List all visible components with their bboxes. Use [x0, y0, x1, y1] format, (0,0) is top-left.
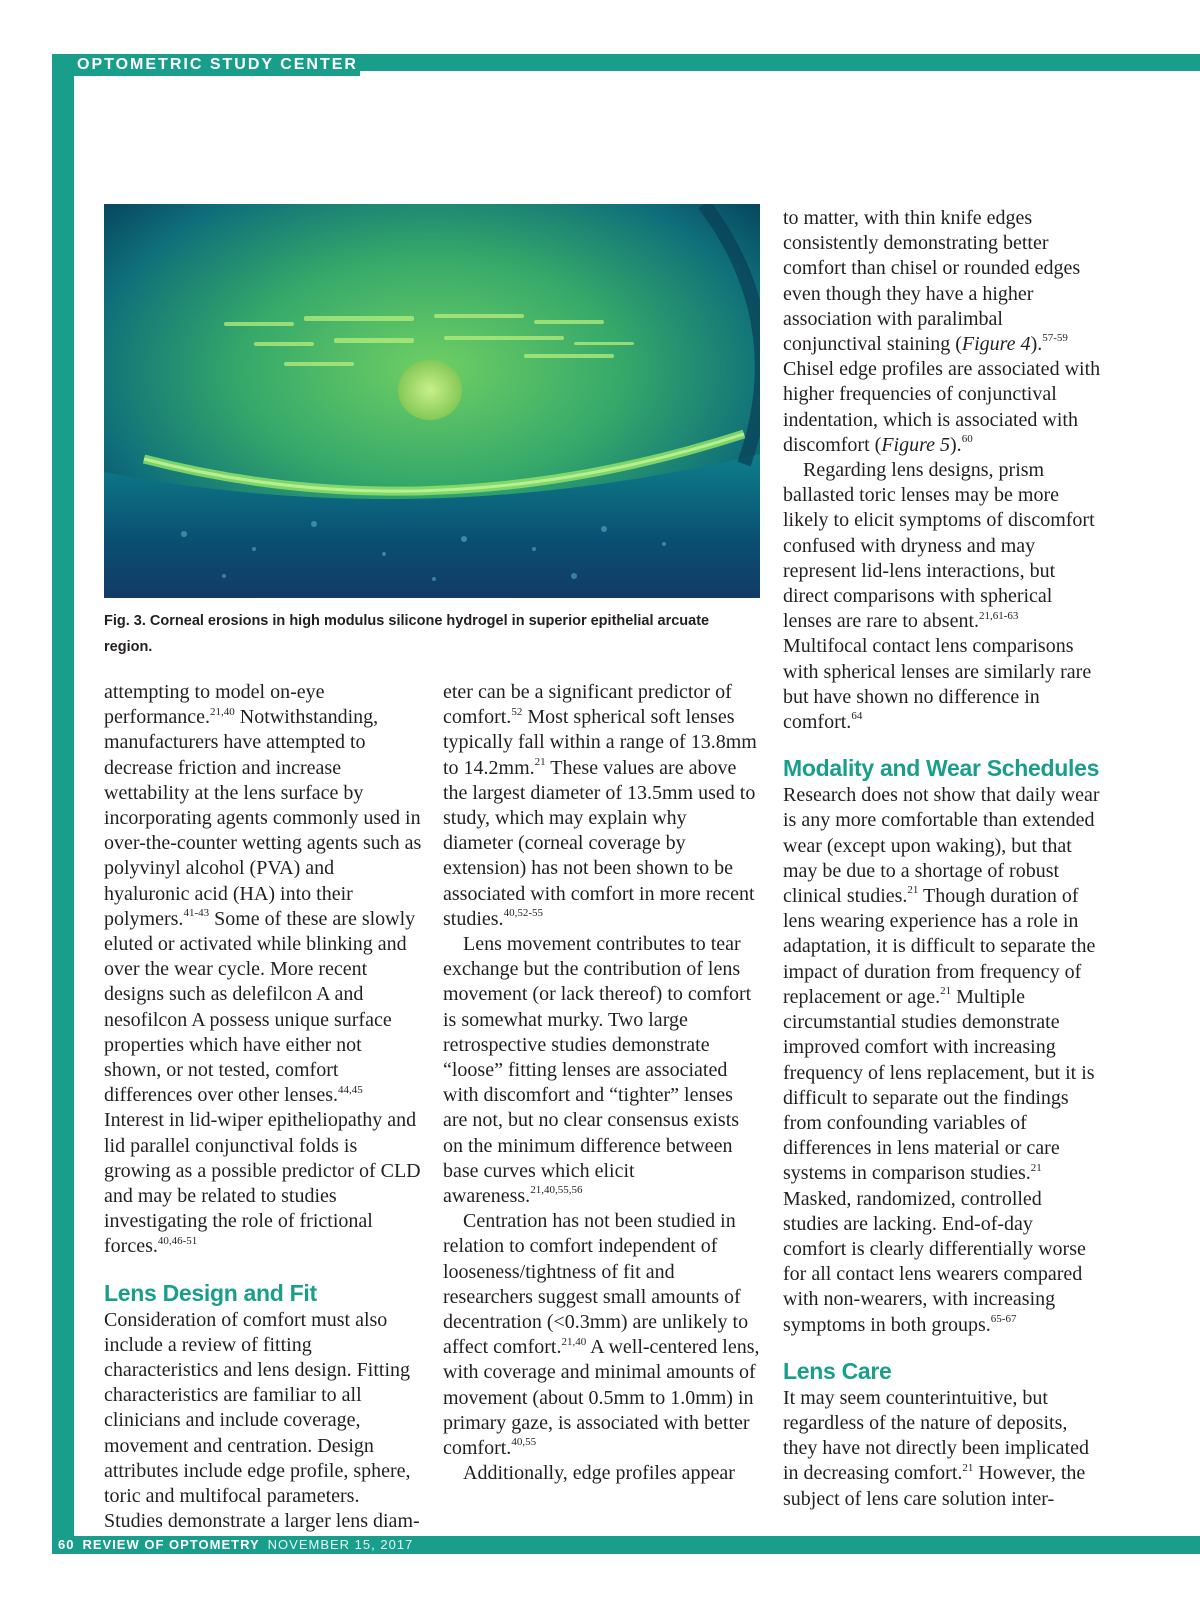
paragraph: Research does not show that daily wear is any more comfortable than extended wear (except upon waking), but that may be due to a shortage of robust clinical studies.$^{21}$ Though duration of lens wearing experience has a role in adaptation, it is difficult to separate the impact of duration from frequency of replacement or age.$^{21}$ Multiple circumstantial studies demonstrate improved comfort with increasing frequency of lens replacement, but it is difficult to separate out the findings from confounding variables of differences in lens material or care systems in comparison studies.$^{21}$ Masked, randomized, controlled studies are lacking. End-of-day comfort is clearly differentially worse for all contact lens wearers compared with non-wearers, with increasing symptoms in both groups.$^{65-67}$ [783, 784, 1100, 1336]
header-bar-notch [360, 71, 1200, 76]
reference: 57-59 [1042, 332, 1068, 345]
reference: 21,40 [561, 1335, 587, 1348]
magazine-name: REVIEW OF OPTOMETRY [82, 1537, 260, 1552]
reference: 21,40,55,56 [530, 1184, 583, 1197]
footer [58, 1537, 413, 1553]
column-2 [443, 680, 761, 1487]
left-frame-bar [52, 54, 74, 1554]
figure-image [104, 204, 760, 598]
reference: 21 [1030, 1161, 1042, 1174]
reference: 21 [534, 755, 546, 768]
reference: 60 [961, 433, 973, 446]
paragraph: Centration has not been studied in relation to comfort independent of looseness/tightness of fit and researchers suggest small amounts of decentration (<0.3mm) are unlikely to affect comfort.$^{21,40}$ A well-centered lens, with coverage and minimal amounts of movement (about 0.5mm to 1.0mm) in primary gaze, is associated with better comfort.$^{40,55}$ [443, 1210, 760, 1460]
paragraph: It may seem counterintuitive, but regardless of the nature of deposits, they have not directly been implicated in decreasing comfort.$^{21}$ However, the subject of lens care solution inter- [783, 1386, 1089, 1510]
column-3 [783, 206, 1101, 1512]
figure-reference: Figure 5 [881, 433, 951, 456]
page-number: 60 [58, 1537, 75, 1552]
issue-date: NOVEMBER 15, 2017 [267, 1537, 414, 1552]
reference: 65-67 [990, 1312, 1017, 1325]
section-label: OPTOMETRIC STUDY CENTER [77, 56, 358, 73]
reference: 40,46-51 [157, 1234, 198, 1247]
section-heading: Lens Care [783, 1357, 892, 1384]
paragraph: to matter, with thin knife edges consistently demonstrating better comfort than chisel or rounded edges even though they have a higher association with paralimbal conjunctival staining (Figure 4).$^{57-59}$ Chisel edge profiles are associated with higher frequencies of conjunctival indentation, which is associated with discomfort (Figure 5).$^{60}$ [783, 207, 1101, 456]
reference: 40,52-55 [503, 907, 543, 920]
column-1 [104, 680, 422, 1535]
paragraph: eter can be a significant predictor of comfort.$^{52}$ Most spherical soft lenses typically fall within a range of 13.8mm to 14.2mm.$^{21}$ These values are above the largest diameter of 13.5mm used to study, which may explain why diameter (corneal coverage by extension) has not been shown to be associated with comfort in more recent studies.$^{40,52-55}$ [443, 681, 757, 930]
reference: 41-43 [183, 907, 210, 920]
section-heading: Modality and Wear Schedules [783, 755, 1100, 782]
reference: 52 [511, 705, 523, 718]
section-heading: Lens Design and Fit [104, 1279, 317, 1306]
reference: 40,55 [511, 1436, 537, 1449]
paragraph: Consideration of comfort must also include a review of fitting characteristics and lens design. Fitting characteristics are familiar to all clinicians and include coverage, movement and centration. Design attributes include edge profile, sphere, toric and multifocal parameters. Studies demonstrate a larger lens diam- [104, 1308, 420, 1533]
reference: 21,40 [210, 705, 235, 718]
reference: 21 [940, 985, 952, 998]
paragraph: Additionally, edge profiles appear [463, 1462, 735, 1485]
reference: 21,61-63 [979, 609, 1019, 622]
corneal-photo [104, 204, 760, 598]
reference: 21 [907, 884, 919, 897]
paragraph: Regarding lens designs, prism ballasted toric lenses may be more likely to elicit symptoms of discomfort confused with dryness and may represent lid-lens interactions, but direct comparisons with spherical lenses are rare to absent.$^{21,61-63}$ Multifocal contact lens comparisons with spherical lenses are similarly rare but have shown no difference in comfort.$^{64}$ [783, 459, 1095, 734]
figure-caption: Fig. 3. Corneal erosions in high modulus silicone hydrogel in superior epithelial arcuate region. [104, 613, 710, 655]
reference: 64 [851, 710, 863, 723]
paragraph: Lens movement contributes to tear exchange but the contribution of lens movement (or lack thereof) to comfort is somewhat murky. Two large retrospective studies demonstrate “loose” fitting lenses are associated with discomfort and “tighter” lenses are not, but no clear consensus exists on the minimum difference between base curves which elicit awareness.$^{21,40,55,56}$ [443, 933, 752, 1208]
figure-reference: Figure 4 [961, 333, 1031, 356]
paragraph: attempting to model on-eye performance.$^{21,40}$ Notwithstanding, manufacturers have attempted to decrease friction and increase wettability at the lens surface by incorporating agents commonly used in over-the-counter wetting agents such as polyvinyl alcohol (PVA) and hyaluronic acid (HA) into their polymers.$^{41-43}$ Some of these are slowly eluted or activated while blinking and over the wear cycle. More recent designs such as delefilcon A and nesofilcon A possess unique surface properties which have either not shown, or not tested, comfort differences over other lenses.$^{44,45}$ Interest in lid-wiper epitheliopathy and lid parallel conjunctival folds is growing as a possible predictor of CLD and may be related to studies investigating the role of frictional forces.$^{40,46-51}$ [104, 681, 422, 1258]
reference: 21 [962, 1461, 974, 1474]
reference: 44,45 [337, 1083, 363, 1096]
